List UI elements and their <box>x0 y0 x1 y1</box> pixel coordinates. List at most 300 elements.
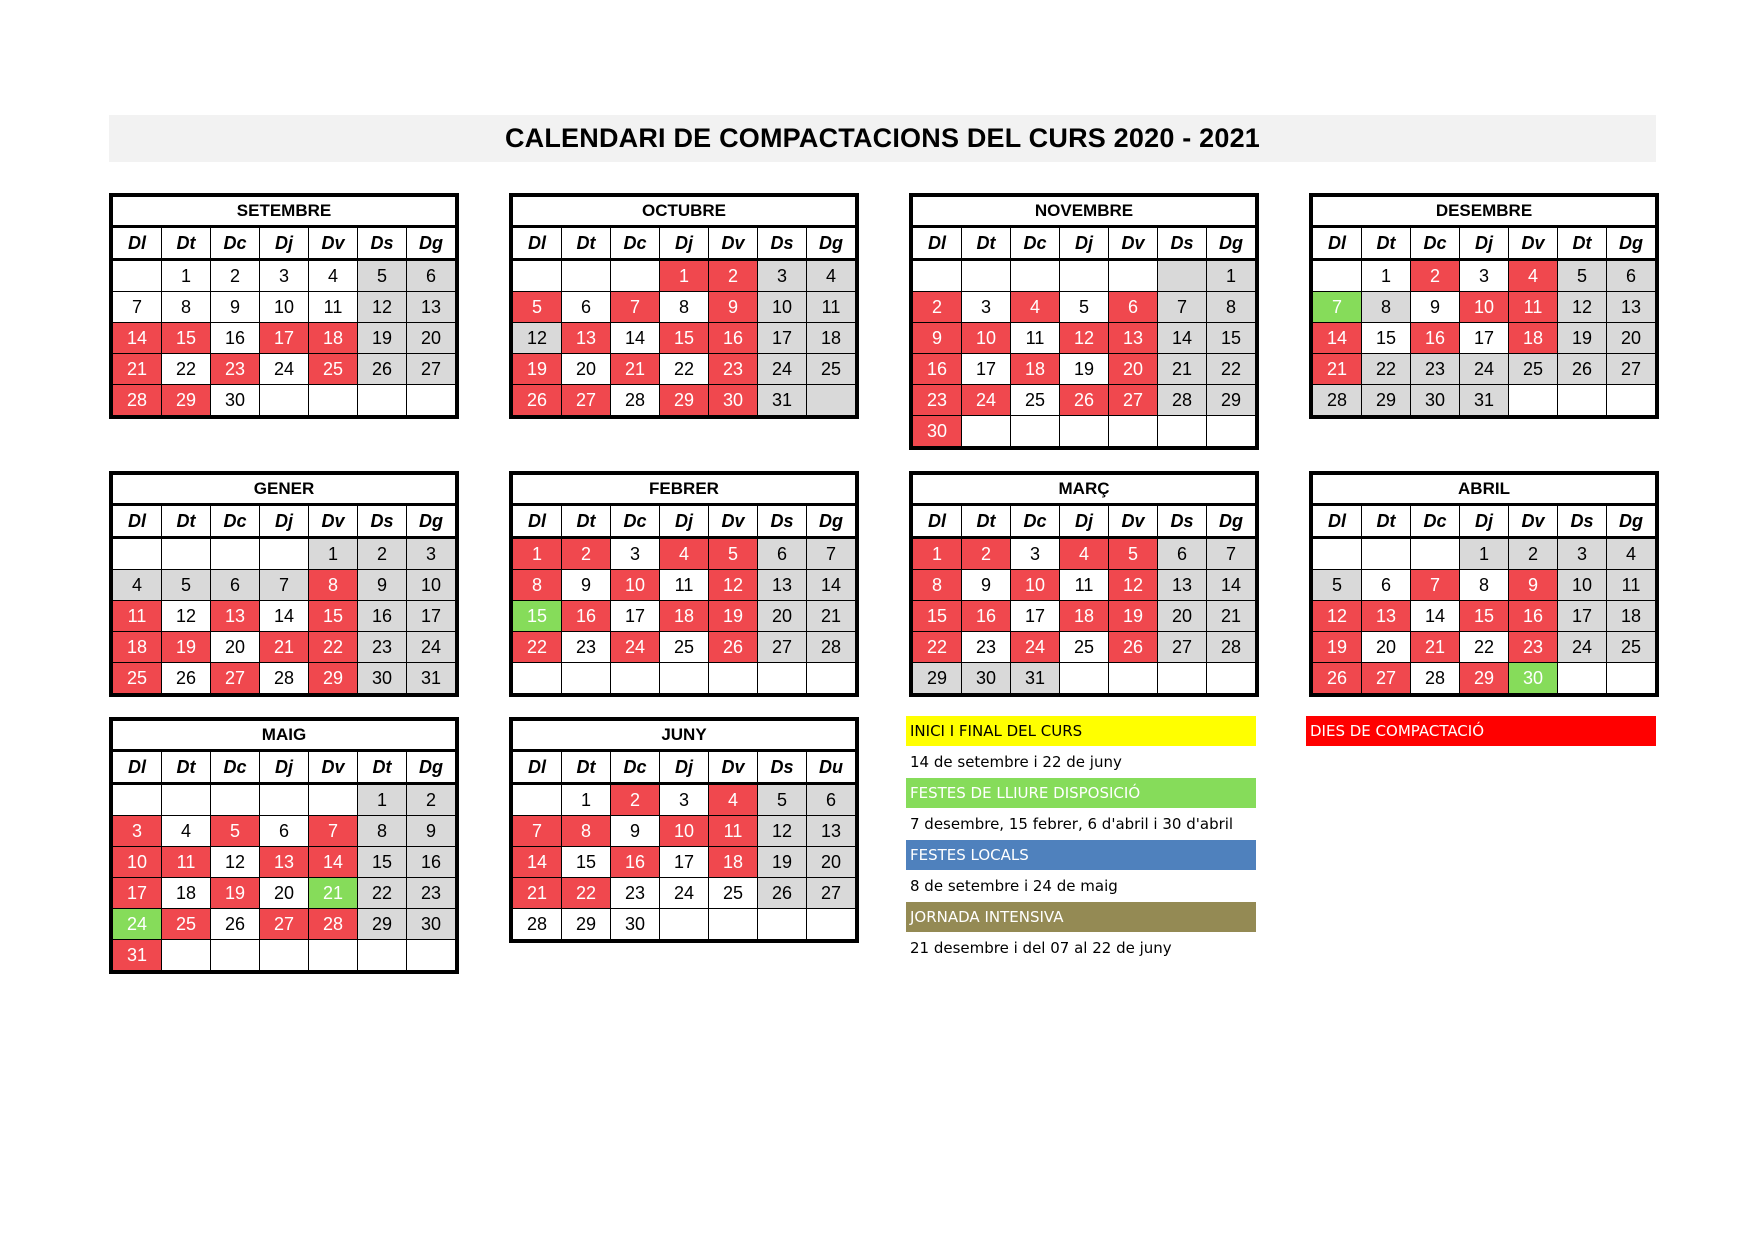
weekday-header: Dv <box>309 505 358 538</box>
day-cell: 31 <box>113 940 162 971</box>
day-cell: 19 <box>162 632 211 663</box>
day-cell: 9 <box>1509 570 1558 601</box>
day-cell: 14 <box>1313 323 1362 354</box>
day-cell <box>1060 416 1109 447</box>
legend-description: 21 desembre i del 07 al 22 de juny <box>910 939 1172 957</box>
day-cell <box>1509 385 1558 416</box>
day-cell: 11 <box>1060 570 1109 601</box>
day-cell <box>1607 385 1656 416</box>
day-cell: 6 <box>1158 538 1207 570</box>
day-cell: 18 <box>162 878 211 909</box>
day-cell: 2 <box>358 538 407 570</box>
day-cell: 10 <box>1011 570 1060 601</box>
day-cell: 4 <box>709 784 758 816</box>
day-cell <box>1109 416 1158 447</box>
day-cell <box>1207 663 1256 694</box>
day-cell: 27 <box>260 909 309 940</box>
weekday-header: Ds <box>1558 505 1607 538</box>
day-cell: 15 <box>913 601 962 632</box>
day-cell: 2 <box>407 784 456 816</box>
weekday-header: Dt <box>962 505 1011 538</box>
day-cell: 28 <box>513 909 562 940</box>
week-row <box>1313 663 1656 694</box>
day-cell: 30 <box>358 663 407 694</box>
day-cell: 4 <box>309 260 358 292</box>
day-cell: 20 <box>758 601 807 632</box>
day-cell: 31 <box>407 663 456 694</box>
day-cell <box>562 260 611 292</box>
day-cell: 4 <box>113 570 162 601</box>
day-cell: 30 <box>211 385 260 416</box>
day-cell: 3 <box>260 260 309 292</box>
day-cell: 19 <box>758 847 807 878</box>
day-cell: 3 <box>1011 538 1060 570</box>
day-cell: 8 <box>309 570 358 601</box>
week-row <box>513 909 856 940</box>
day-cell: 27 <box>807 878 856 909</box>
day-cell: 17 <box>1460 323 1509 354</box>
day-cell <box>1362 538 1411 570</box>
month-10 <box>509 717 859 943</box>
day-cell: 16 <box>962 601 1011 632</box>
day-cell: 19 <box>358 323 407 354</box>
week-row <box>513 570 856 601</box>
day-cell: 17 <box>758 323 807 354</box>
day-cell: 3 <box>962 292 1011 323</box>
day-cell: 5 <box>1109 538 1158 570</box>
day-cell: 29 <box>162 385 211 416</box>
day-cell: 13 <box>407 292 456 323</box>
day-cell: 10 <box>1558 570 1607 601</box>
weekday-header: Dg <box>1607 505 1656 538</box>
weekday-header: Dv <box>709 227 758 260</box>
day-cell: 18 <box>660 601 709 632</box>
month-table <box>1312 474 1656 694</box>
week-row <box>113 570 456 601</box>
week-row <box>113 292 456 323</box>
day-cell: 7 <box>1207 538 1256 570</box>
day-cell: 6 <box>562 292 611 323</box>
page-title: CALENDARI DE COMPACTACIONS DEL CURS 2020 - 2021 <box>504 123 1261 153</box>
week-row <box>913 632 1256 663</box>
day-cell: 7 <box>807 538 856 570</box>
day-cell <box>807 385 856 416</box>
week-row <box>513 878 856 909</box>
legend-description: 8 de setembre i 24 de maig <box>910 877 1118 895</box>
weekday-header: Ds <box>358 505 407 538</box>
weekday-header: Ds <box>758 505 807 538</box>
day-cell: 2 <box>211 260 260 292</box>
day-cell: 12 <box>1313 601 1362 632</box>
day-cell: 24 <box>758 354 807 385</box>
legend-band: JORNADA INTENSIVA <box>906 902 1256 932</box>
weekday-header: Dc <box>1411 505 1460 538</box>
week-row <box>913 323 1256 354</box>
day-cell: 24 <box>962 385 1011 416</box>
day-cell: 29 <box>1362 385 1411 416</box>
week-row <box>1313 385 1656 416</box>
day-cell: 18 <box>709 847 758 878</box>
week-row <box>513 323 856 354</box>
day-cell: 21 <box>260 632 309 663</box>
month-name: MARÇ <box>913 475 1256 505</box>
weekday-header: Dc <box>611 227 660 260</box>
weekday-header: Dt <box>962 227 1011 260</box>
day-cell: 16 <box>562 601 611 632</box>
day-cell: 14 <box>807 570 856 601</box>
day-cell: 1 <box>562 784 611 816</box>
day-cell: 5 <box>162 570 211 601</box>
weekday-header: Dj <box>260 505 309 538</box>
day-cell: 3 <box>1558 538 1607 570</box>
day-cell: 27 <box>562 385 611 416</box>
week-row <box>113 784 456 816</box>
day-cell: 4 <box>1509 260 1558 292</box>
day-cell <box>1207 416 1256 447</box>
day-cell: 19 <box>513 354 562 385</box>
day-cell <box>913 260 962 292</box>
day-cell <box>1158 663 1207 694</box>
day-cell <box>1313 538 1362 570</box>
day-cell: 10 <box>962 323 1011 354</box>
day-cell: 12 <box>1558 292 1607 323</box>
day-cell: 17 <box>611 601 660 632</box>
week-row <box>513 292 856 323</box>
day-cell: 26 <box>162 663 211 694</box>
week-row <box>513 601 856 632</box>
day-cell <box>113 260 162 292</box>
day-cell: 16 <box>211 323 260 354</box>
day-cell: 27 <box>1158 632 1207 663</box>
day-cell <box>1060 260 1109 292</box>
day-cell: 7 <box>113 292 162 323</box>
month-table <box>512 720 856 940</box>
weekday-header: Dg <box>1607 227 1656 260</box>
day-cell: 20 <box>1158 601 1207 632</box>
month-4 <box>1309 193 1659 419</box>
day-cell: 11 <box>1509 292 1558 323</box>
week-row <box>513 847 856 878</box>
day-cell: 14 <box>1411 601 1460 632</box>
day-cell <box>1011 260 1060 292</box>
day-cell: 14 <box>611 323 660 354</box>
month-table <box>512 196 856 416</box>
day-cell: 5 <box>1060 292 1109 323</box>
day-cell: 3 <box>611 538 660 570</box>
day-cell: 15 <box>309 601 358 632</box>
day-cell: 23 <box>358 632 407 663</box>
day-cell: 20 <box>1109 354 1158 385</box>
day-cell: 16 <box>1411 323 1460 354</box>
day-cell: 9 <box>913 323 962 354</box>
weekday-header: Dj <box>260 751 309 784</box>
day-cell: 25 <box>1607 632 1656 663</box>
week-row <box>913 354 1256 385</box>
day-cell: 28 <box>807 632 856 663</box>
week-row <box>113 909 456 940</box>
day-cell: 27 <box>1109 385 1158 416</box>
month-1 <box>109 193 459 419</box>
week-row <box>913 416 1256 447</box>
weekday-header: Dl <box>513 227 562 260</box>
legend-band: INICI I FINAL DEL CURS <box>906 716 1256 746</box>
day-cell: 23 <box>407 878 456 909</box>
day-cell: 2 <box>611 784 660 816</box>
day-cell: 21 <box>309 878 358 909</box>
day-cell: 28 <box>309 909 358 940</box>
day-cell: 17 <box>1011 601 1060 632</box>
day-cell: 12 <box>709 570 758 601</box>
day-cell <box>407 940 456 971</box>
weekday-header: Dt <box>358 751 407 784</box>
month-name: ABRIL <box>1313 475 1656 505</box>
day-cell: 17 <box>113 878 162 909</box>
day-cell: 11 <box>1011 323 1060 354</box>
day-cell: 20 <box>407 323 456 354</box>
month-name: NOVEMBRE <box>913 197 1256 227</box>
day-cell: 25 <box>162 909 211 940</box>
day-cell: 19 <box>1313 632 1362 663</box>
day-cell: 15 <box>358 847 407 878</box>
weekday-header: Ds <box>758 751 807 784</box>
day-cell: 8 <box>1207 292 1256 323</box>
day-cell: 25 <box>309 354 358 385</box>
day-cell: 22 <box>358 878 407 909</box>
day-cell <box>611 260 660 292</box>
day-cell: 1 <box>913 538 962 570</box>
day-cell: 3 <box>1460 260 1509 292</box>
day-cell: 28 <box>611 385 660 416</box>
month-5 <box>109 471 459 697</box>
weekday-header: Dj <box>1060 227 1109 260</box>
month-table <box>912 474 1256 694</box>
month-8 <box>1309 471 1659 697</box>
legend-band: FESTES LOCALS <box>906 840 1256 870</box>
day-cell: 23 <box>1411 354 1460 385</box>
weekday-header: Dj <box>660 227 709 260</box>
day-cell: 11 <box>309 292 358 323</box>
day-cell: 22 <box>1362 354 1411 385</box>
day-cell: 6 <box>211 570 260 601</box>
day-cell <box>260 940 309 971</box>
week-row <box>113 323 456 354</box>
weekday-header: Dv <box>1509 505 1558 538</box>
day-cell: 16 <box>611 847 660 878</box>
day-cell: 28 <box>1313 385 1362 416</box>
day-cell: 24 <box>1460 354 1509 385</box>
day-cell <box>1109 663 1158 694</box>
day-cell: 2 <box>1509 538 1558 570</box>
day-cell: 14 <box>260 601 309 632</box>
day-cell: 7 <box>611 292 660 323</box>
day-cell: 29 <box>913 663 962 694</box>
week-row <box>513 663 856 694</box>
day-cell: 26 <box>358 354 407 385</box>
day-cell: 26 <box>1060 385 1109 416</box>
weekday-header: Dv <box>1109 505 1158 538</box>
day-cell: 16 <box>407 847 456 878</box>
month-name: SETEMBRE <box>113 197 456 227</box>
day-cell: 12 <box>1109 570 1158 601</box>
day-cell <box>260 385 309 416</box>
month-name: FEBRER <box>513 475 856 505</box>
weekday-header: Dv <box>1109 227 1158 260</box>
day-cell: 6 <box>260 816 309 847</box>
day-cell: 17 <box>660 847 709 878</box>
day-cell <box>660 663 709 694</box>
day-cell <box>513 784 562 816</box>
weekday-header: Dt <box>1558 227 1607 260</box>
day-cell: 28 <box>1411 663 1460 694</box>
day-cell: 1 <box>358 784 407 816</box>
day-cell: 30 <box>1509 663 1558 694</box>
weekday-header: Dj <box>660 505 709 538</box>
day-cell: 29 <box>562 909 611 940</box>
day-cell: 15 <box>1362 323 1411 354</box>
day-cell: 23 <box>611 878 660 909</box>
day-cell: 5 <box>211 816 260 847</box>
day-cell <box>260 538 309 570</box>
weekday-header: Ds <box>1158 505 1207 538</box>
weekday-header: Dt <box>562 227 611 260</box>
day-cell: 29 <box>309 663 358 694</box>
day-cell: 8 <box>562 816 611 847</box>
day-cell: 27 <box>1607 354 1656 385</box>
day-cell: 22 <box>513 632 562 663</box>
day-cell <box>211 538 260 570</box>
day-cell: 12 <box>162 601 211 632</box>
weekday-header: Dc <box>1011 227 1060 260</box>
day-cell: 27 <box>1362 663 1411 694</box>
day-cell <box>660 909 709 940</box>
day-cell: 8 <box>1460 570 1509 601</box>
day-cell: 26 <box>1558 354 1607 385</box>
day-cell: 4 <box>1607 538 1656 570</box>
week-row <box>113 878 456 909</box>
day-cell: 9 <box>562 570 611 601</box>
day-cell: 4 <box>807 260 856 292</box>
day-cell <box>807 663 856 694</box>
day-cell: 7 <box>513 816 562 847</box>
day-cell: 9 <box>611 816 660 847</box>
week-row <box>113 816 456 847</box>
day-cell: 10 <box>611 570 660 601</box>
title-bar <box>109 115 1656 162</box>
month-table <box>112 720 456 971</box>
day-cell: 8 <box>358 816 407 847</box>
day-cell: 16 <box>1509 601 1558 632</box>
day-cell <box>709 663 758 694</box>
weekday-header: Dj <box>1460 505 1509 538</box>
week-row <box>513 538 856 570</box>
week-row <box>1313 354 1656 385</box>
day-cell: 5 <box>709 538 758 570</box>
weekday-header: Dt <box>562 505 611 538</box>
weekday-header: Dv <box>709 751 758 784</box>
day-cell: 30 <box>962 663 1011 694</box>
day-cell: 26 <box>1109 632 1158 663</box>
day-cell <box>211 784 260 816</box>
day-cell: 5 <box>513 292 562 323</box>
day-cell: 22 <box>1460 632 1509 663</box>
day-cell: 4 <box>1060 538 1109 570</box>
weekday-header: Dc <box>211 227 260 260</box>
week-row <box>1313 601 1656 632</box>
week-row <box>1313 538 1656 570</box>
day-cell: 27 <box>758 632 807 663</box>
day-cell: 23 <box>962 632 1011 663</box>
day-cell: 27 <box>407 354 456 385</box>
week-row <box>113 385 456 416</box>
day-cell: 19 <box>1558 323 1607 354</box>
day-cell: 10 <box>758 292 807 323</box>
day-cell: 4 <box>660 538 709 570</box>
day-cell: 23 <box>1509 632 1558 663</box>
day-cell: 24 <box>260 354 309 385</box>
day-cell: 31 <box>758 385 807 416</box>
day-cell: 25 <box>709 878 758 909</box>
day-cell: 6 <box>1362 570 1411 601</box>
week-row <box>1313 292 1656 323</box>
day-cell: 9 <box>709 292 758 323</box>
weekday-header: Dt <box>162 751 211 784</box>
week-row <box>513 260 856 292</box>
day-cell <box>407 385 456 416</box>
legend-band: FESTES DE LLIURE DISPOSICIÓ <box>906 778 1256 808</box>
day-cell: 14 <box>1207 570 1256 601</box>
weekday-header: Dv <box>1509 227 1558 260</box>
day-cell: 8 <box>913 570 962 601</box>
weekday-header: Dv <box>709 505 758 538</box>
weekday-header: Dg <box>807 227 856 260</box>
weekday-header: Ds <box>358 227 407 260</box>
day-cell: 2 <box>1411 260 1460 292</box>
day-cell: 12 <box>358 292 407 323</box>
day-cell: 30 <box>1411 385 1460 416</box>
weekday-header: Dg <box>807 505 856 538</box>
weekday-header: Dg <box>1207 505 1256 538</box>
day-cell: 26 <box>758 878 807 909</box>
day-cell: 5 <box>1313 570 1362 601</box>
day-cell: 3 <box>660 784 709 816</box>
weekday-header: Dl <box>1313 227 1362 260</box>
day-cell <box>1558 385 1607 416</box>
day-cell: 18 <box>1607 601 1656 632</box>
day-cell <box>962 260 1011 292</box>
week-row <box>513 784 856 816</box>
day-cell: 8 <box>162 292 211 323</box>
day-cell: 1 <box>1460 538 1509 570</box>
day-cell <box>1109 260 1158 292</box>
day-cell <box>309 784 358 816</box>
day-cell: 29 <box>1207 385 1256 416</box>
weekday-header: Dl <box>913 227 962 260</box>
week-row <box>513 385 856 416</box>
day-cell: 12 <box>211 847 260 878</box>
day-cell: 11 <box>807 292 856 323</box>
day-cell: 22 <box>309 632 358 663</box>
day-cell: 18 <box>807 323 856 354</box>
month-7 <box>909 471 1259 697</box>
week-row <box>913 538 1256 570</box>
day-cell: 2 <box>962 538 1011 570</box>
week-row <box>113 940 456 971</box>
day-cell <box>1313 260 1362 292</box>
day-cell: 31 <box>1460 385 1509 416</box>
day-cell: 25 <box>1011 385 1060 416</box>
day-cell: 21 <box>1158 354 1207 385</box>
day-cell: 17 <box>962 354 1011 385</box>
